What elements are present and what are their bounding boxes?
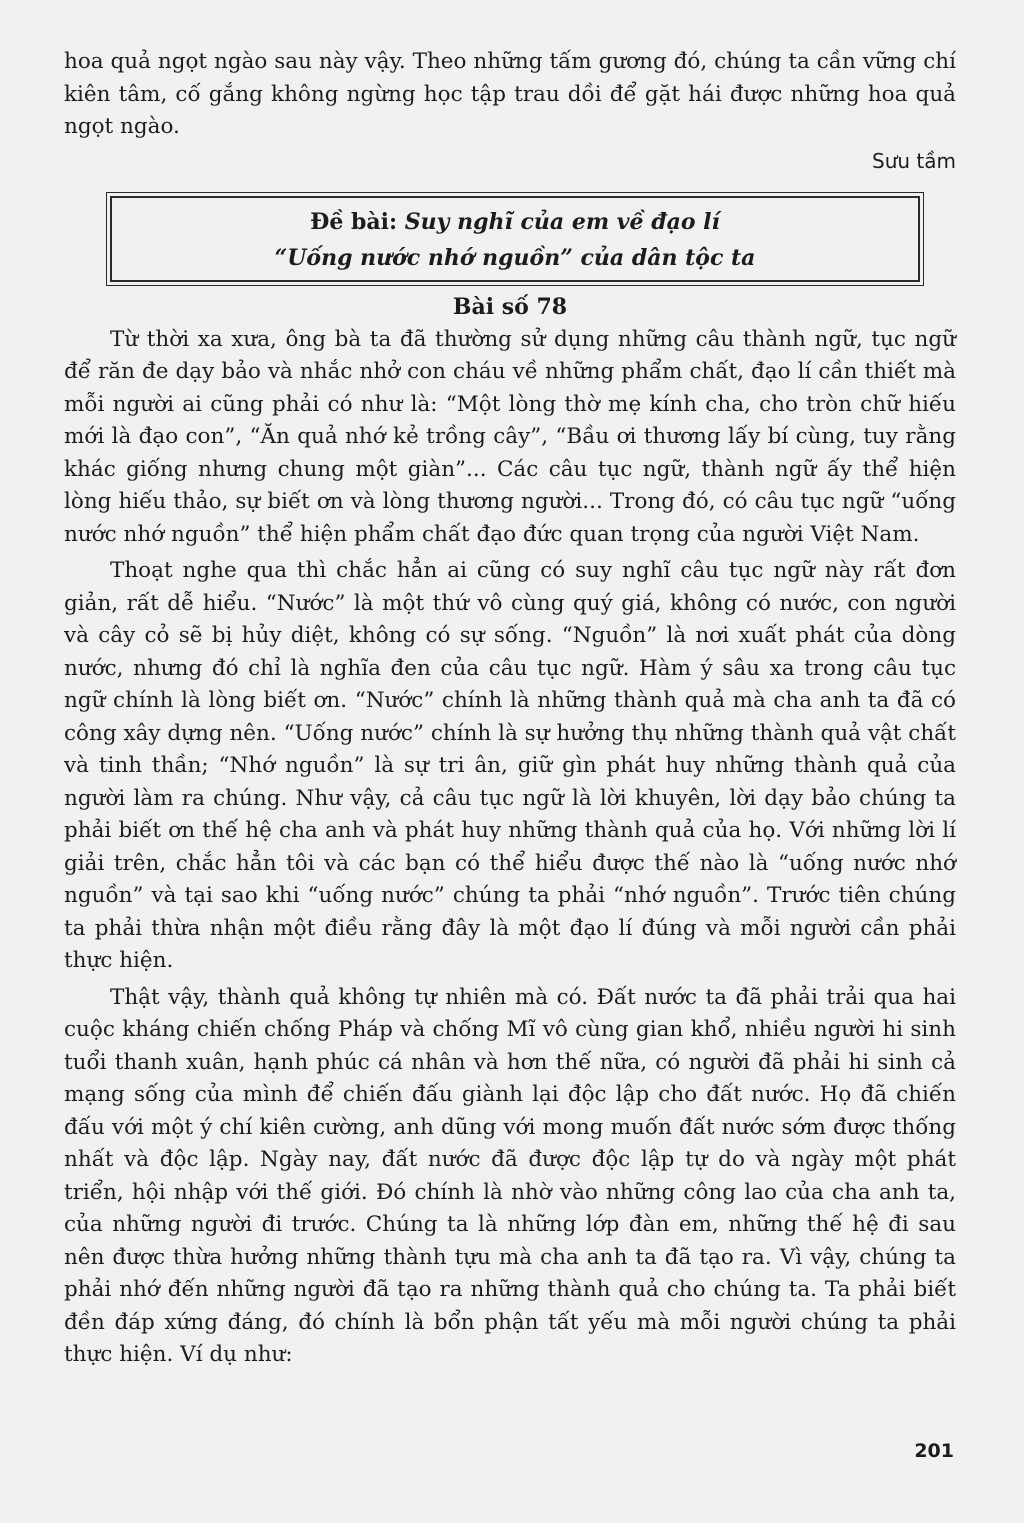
intro-paragraph: hoa quả ngọt ngào sau này vậy. Theo những tấm gương đó, chúng ta cần vững chí kiên tâm, cố gắng không ngừng học tập trau dồi để gặt hái được những hoa quả ngọt ngào. <box>64 49 956 139</box>
essay-number: Bài số 78 <box>452 293 568 320</box>
assignment-title-line-1 <box>112 204 918 240</box>
assignment-title-line-2: “Uống nước nhớ nguồn” của dân tộc ta <box>274 244 756 271</box>
body-paragraph-2: Thoạt nghe qua thì chắc hẳn ai cũng có suy nghĩ câu tục ngữ này rất đơn giản, rất dễ hiểu. “Nước” là một thứ vô cùng quý giá, không có nước, con người và cây cỏ sẽ bị hủy diệt, không có sự sống. “Nguồn” là nơi xuất phát của dòng nước, nhưng đó chỉ là nghĩa đen của câu tục ngữ. Hàm ý sâu xa trong câu tục ngữ chính là lòng biết ơn. “Nước” chính là những thành quả mà cha anh ta đã có công xây dựng nên. “Uống nước” chính là sự hưởng thụ những thành quả vật chất và tinh thần; “Nhớ nguồn” là sự tri ân, giữ gìn phát huy những thành quả của người làm ra chúng. Như vậy, cả câu tục ngữ là lời khuyên, lời dạy bảo chúng ta phải biết ơn thế hệ cha anh và phát huy những thành quả của họ. Với những lời lí giải trên, chắc hẳn tôi và các bạn có thể hiểu được thế nào là “uống nước nhớ nguồn” và tại sao khi “uống nước” chúng ta phải “nhớ nguồn”. Trước tiên chúng ta phải thừa nhận một điều rằng đây là một đạo lí đúng và mỗi người cần phải thực hiện. <box>64 558 956 973</box>
assignment-title-box <box>110 196 920 282</box>
assignment-title-text-1: Suy nghĩ của em về đạo lí <box>404 208 720 235</box>
source-attribution: Sưu tầm <box>872 148 956 173</box>
body-paragraph-3: Thật vậy, thành quả không tự nhiên mà có. Đất nước ta đã phải trải qua hai cuộc kháng chiến chống Pháp và chống Mĩ vô cùng gian khổ, nhiều người hi sinh tuổi thanh xuân, hạnh phúc cá nhân và hơn thế nữa, có người đã phải hi sinh cả mạng sống của mình để chiến đấu giành lại độc lập cho đất nước. Họ đã chiến đấu với một ý chí kiên cường, anh dũng với mong muốn đất nước sớm được thống nhất và độc lập. Ngày nay, đất nước đã được độc lập tự do và ngày một phát triển, hội nhập với thế giới. Đó chính là nhờ vào những công lao của cha anh ta, của những người đi trước. Chúng ta là những lớp đàn em, những thế hệ đi sau nên được thừa hưởng những thành tựu mà cha anh ta đã tạo ra. Vì vậy, chúng ta phải nhớ đến những người đã tạo ra những thành quả cho chúng ta. Ta phải biết đền đáp xứng đáng, đó chính là bổn phận tất yếu mà mỗi người chúng ta phải thực hiện. Ví dụ như: <box>64 984 956 1367</box>
assignment-prefix: Đề bài: <box>310 208 398 235</box>
page-content <box>64 46 956 1372</box>
body-paragraph-1: Từ thời xa xưa, ông bà ta đã thường sử dụng những câu thành ngữ, tục ngữ để răn đe dạy bảo và nhắc nhở con cháu về những phẩm chất, đạo lí cần thiết mà mỗi người ai cũng phải có như là: “Một lòng thờ mẹ kính cha, cho tròn chữ hiếu mới là đạo con”, “Ăn quả nhớ kẻ trồng cây”, “Bầu ơi thương lấy bí cùng, tuy rằng khác giống nhưng chung một giàn”... Các câu tục ngữ, thành ngữ ấy thể hiện lòng hiếu thảo, sự biết ơn và lòng thương người... Trong đó, có câu tục ngữ “uống nước nhớ nguồn” thể hiện phẩm chất đạo đức quan trọng của người Việt Nam. <box>64 326 956 547</box>
page-number: 201 <box>914 1440 954 1462</box>
